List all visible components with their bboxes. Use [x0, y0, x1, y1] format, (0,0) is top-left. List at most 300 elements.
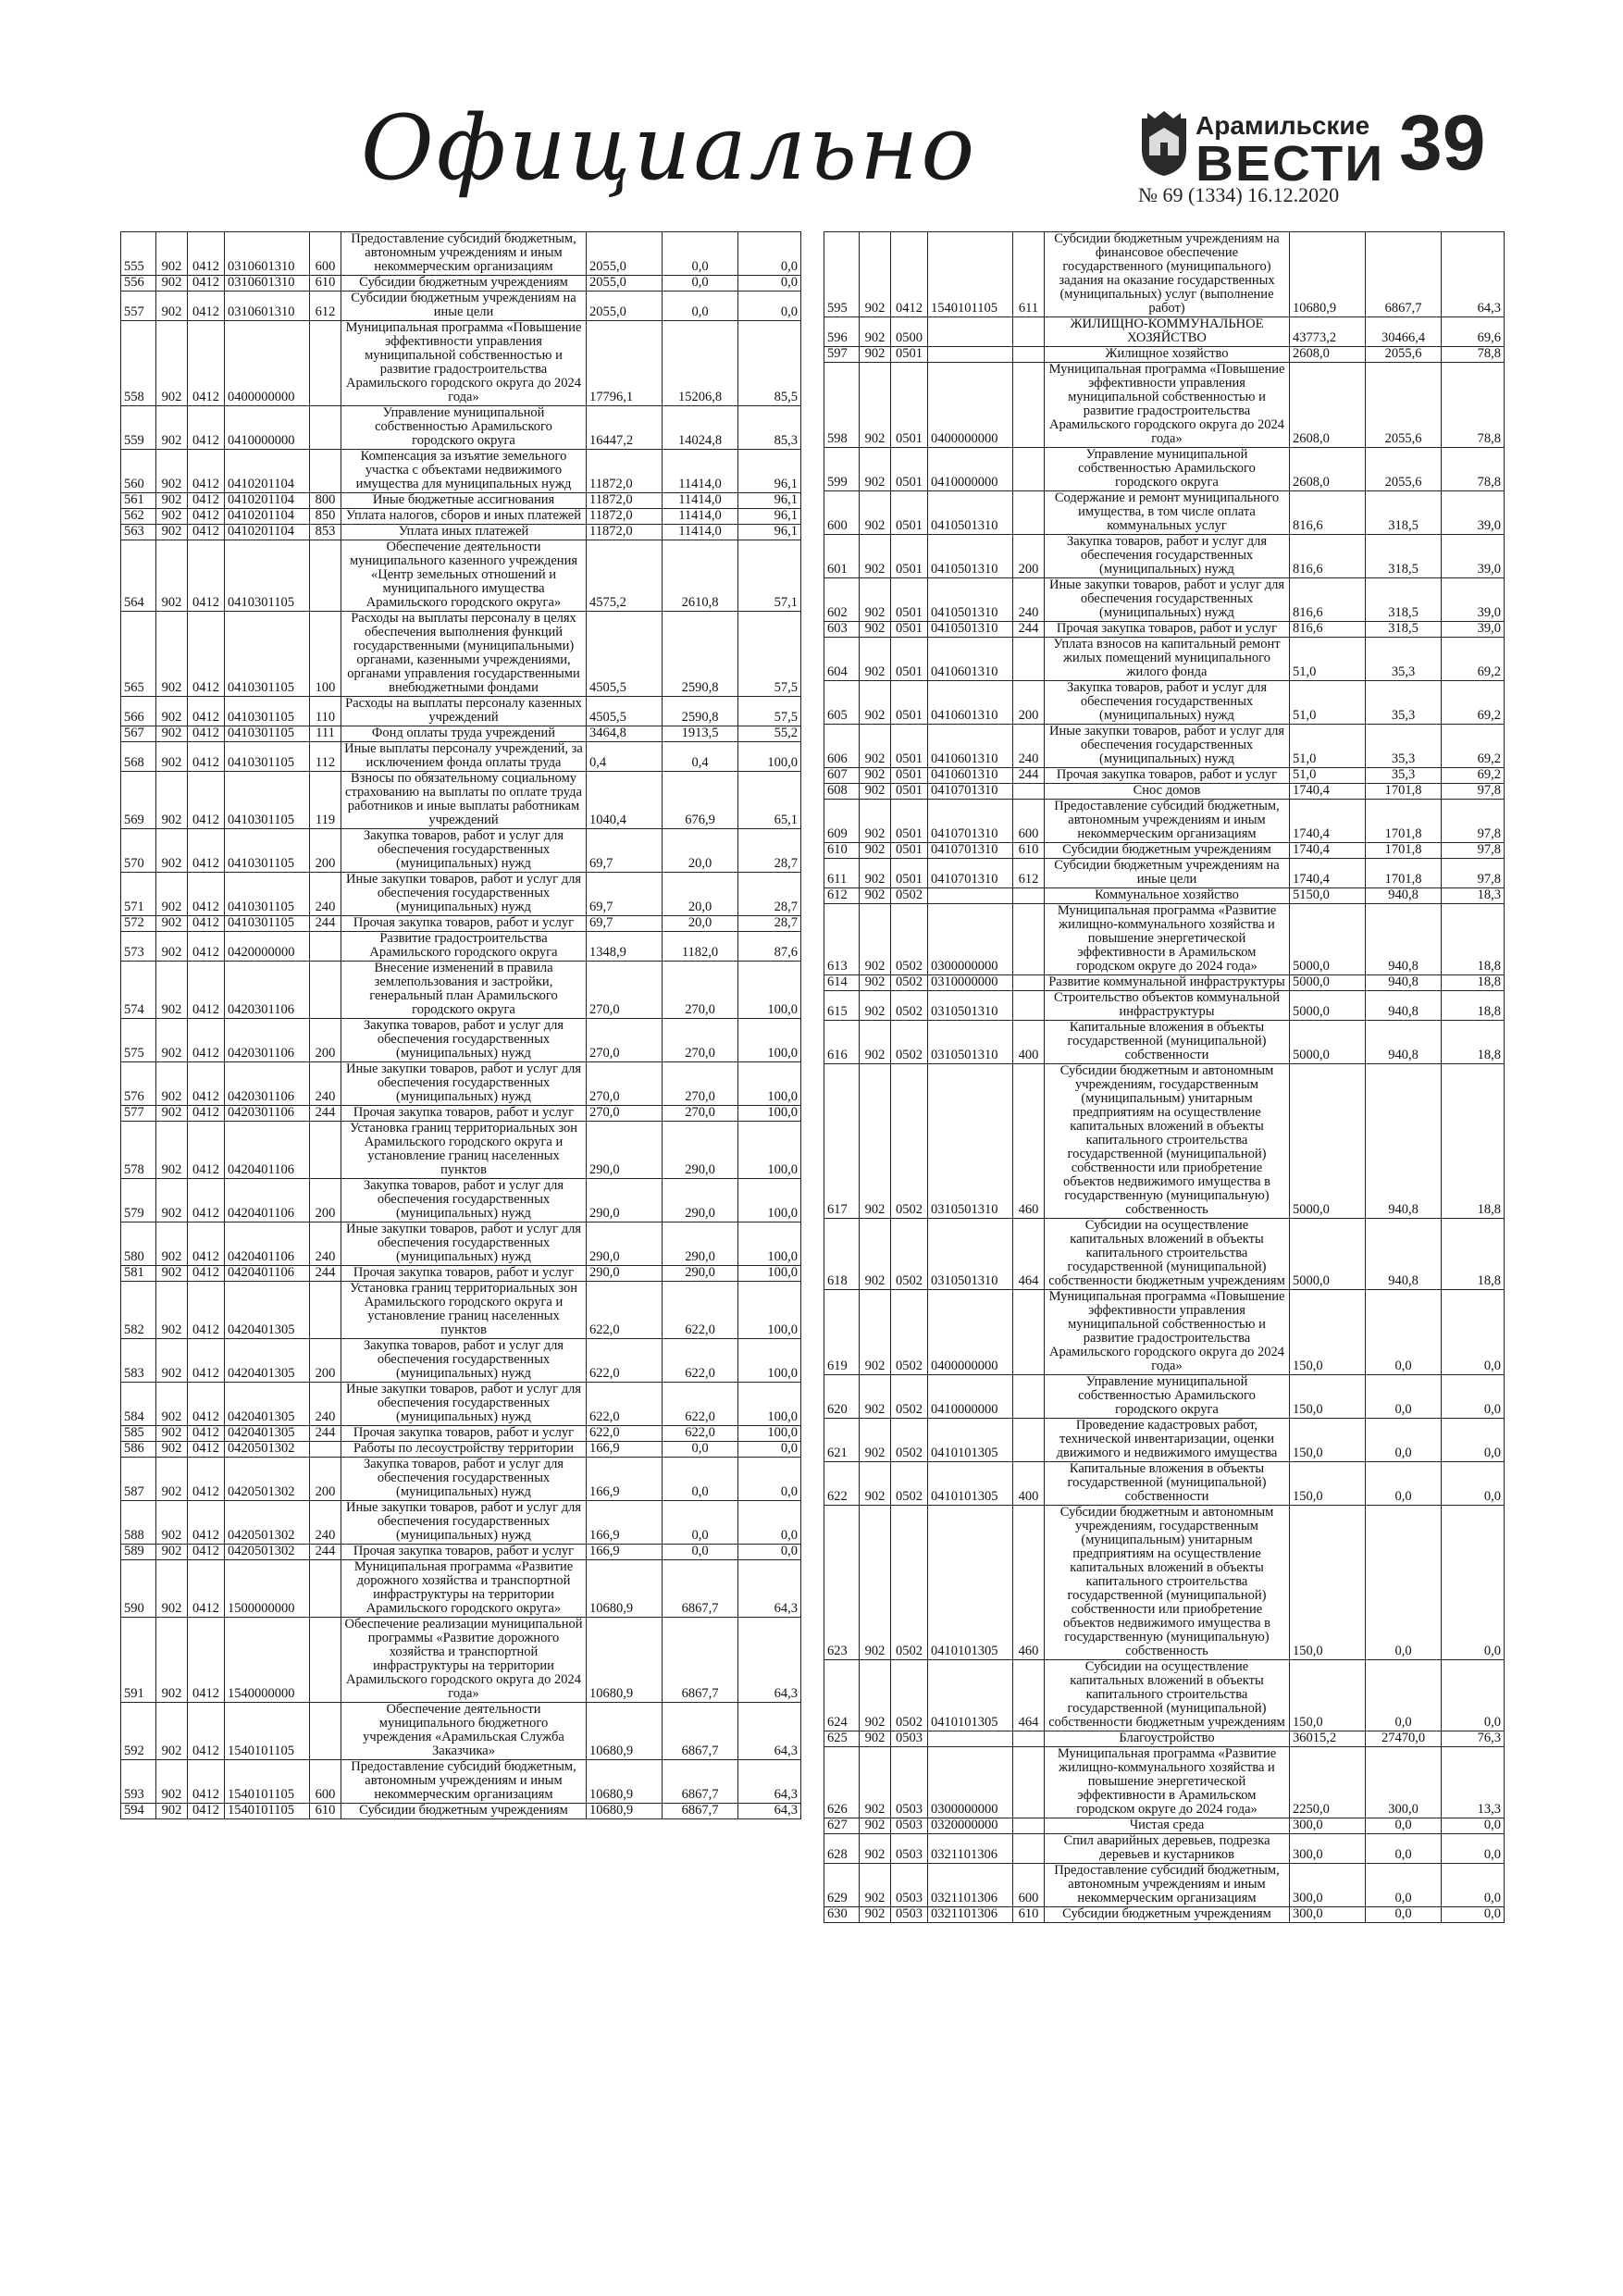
- expense-type-code: [1013, 1375, 1045, 1419]
- expense-name: Закупка товаров, работ и услуг для обеспечения государственных (муниципальных) нужд: [1045, 681, 1290, 725]
- expense-type-code: 240: [310, 1501, 341, 1545]
- actual-amount: 940,8: [1366, 975, 1442, 991]
- planned-amount: 5000,0: [1290, 1021, 1366, 1064]
- planned-amount: 2608,0: [1290, 448, 1366, 491]
- row-number: 595: [824, 232, 860, 317]
- execution-percent: 0,0: [1442, 1864, 1505, 1907]
- row-number: 611: [824, 859, 860, 888]
- row-number: 630: [824, 1907, 860, 1923]
- execution-percent: 0,0: [1442, 1660, 1505, 1731]
- table-row: [121, 292, 801, 321]
- budget-table-left: [120, 231, 801, 1819]
- actual-amount: 6867,7: [1366, 232, 1442, 317]
- section-code: 0502: [891, 1462, 928, 1506]
- ministry-code: 902: [156, 726, 188, 742]
- actual-amount: 318,5: [1366, 578, 1442, 622]
- table-row: [121, 962, 801, 1019]
- section-code: 0412: [188, 1179, 225, 1222]
- section-code: 0501: [891, 578, 928, 622]
- expense-name: Установка границ территориальных зон Арамильского городского округа и установление границ населенных пунктов: [341, 1282, 587, 1339]
- planned-amount: 10680,9: [587, 1804, 663, 1819]
- row-number: 586: [121, 1442, 156, 1458]
- expense-name: Муниципальная программа «Развитие жилищно-коммунального хозяйства и повышение энергетической эффективности в Арамильском городском округе до 2024 года»: [1045, 904, 1290, 975]
- section-code: 0412: [188, 1618, 225, 1703]
- execution-percent: 39,0: [1442, 491, 1505, 535]
- section-code: 0412: [188, 873, 225, 916]
- row-number: 557: [121, 292, 156, 321]
- table-row: [824, 578, 1505, 622]
- expense-name: Прочая закупка товаров, работ и услуг: [1045, 622, 1290, 638]
- ministry-code: 902: [860, 725, 891, 768]
- target-article-code: 0400000000: [928, 1290, 1013, 1375]
- row-number: 620: [824, 1375, 860, 1419]
- target-article-code: 0420301106: [225, 962, 310, 1019]
- actual-amount: 35,3: [1366, 681, 1442, 725]
- expense-name: Предоставление субсидий бюджетным, автономным учреждениям и иным некоммерческим организациям: [1045, 1864, 1290, 1907]
- row-number: 627: [824, 1818, 860, 1834]
- planned-amount: 51,0: [1290, 681, 1366, 725]
- planned-amount: 290,0: [587, 1122, 663, 1179]
- table-row: [121, 1545, 801, 1560]
- expense-name: Субсидии бюджетным учреждениям: [1045, 843, 1290, 859]
- ministry-code: 902: [860, 622, 891, 638]
- section-code: 0501: [891, 491, 928, 535]
- expense-type-code: [1013, 888, 1045, 904]
- row-number: 582: [121, 1282, 156, 1339]
- section-code: 0412: [188, 1062, 225, 1106]
- section-code: 0502: [891, 1506, 928, 1660]
- ministry-code: 902: [860, 638, 891, 681]
- ministry-code: 902: [156, 916, 188, 932]
- expense-name: Снос домов: [1045, 784, 1290, 800]
- right-column: [824, 231, 1504, 1923]
- expense-name: Субсидии бюджетным учреждениям на иные цели: [1045, 859, 1290, 888]
- expense-name: Иные закупки товаров, работ и услуг для обеспечения государственных (муниципальных) нужд: [1045, 578, 1290, 622]
- expense-type-code: 611: [1013, 232, 1045, 317]
- section-code: 0502: [891, 1021, 928, 1064]
- target-article-code: [928, 317, 1013, 347]
- expense-type-code: [1013, 448, 1045, 491]
- planned-amount: 5000,0: [1290, 991, 1366, 1021]
- expense-type-code: 610: [310, 1804, 341, 1819]
- expense-type-code: 464: [1013, 1660, 1045, 1731]
- table-row: [121, 697, 801, 726]
- expense-type-code: [310, 1122, 341, 1179]
- execution-percent: 18,8: [1442, 904, 1505, 975]
- row-number: 625: [824, 1731, 860, 1747]
- target-article-code: 0410301105: [225, 916, 310, 932]
- expense-name: Иные закупки товаров, работ и услуг для обеспечения государственных (муниципальных) нужд: [341, 1383, 587, 1426]
- execution-percent: 13,3: [1442, 1747, 1505, 1818]
- actual-amount: 270,0: [663, 1019, 738, 1062]
- ministry-code: 902: [156, 1703, 188, 1760]
- execution-percent: 78,8: [1442, 448, 1505, 491]
- expense-name: Спил аварийных деревьев, подрезка деревьев и кустарников: [1045, 1834, 1290, 1864]
- expense-name: Развитие коммунальной инфраструктуры: [1045, 975, 1290, 991]
- execution-percent: 85,5: [738, 321, 801, 406]
- expense-type-code: [1013, 1419, 1045, 1462]
- expense-name: Иные выплаты персоналу учреждений, за исключением фонда оплаты труда: [341, 742, 587, 772]
- row-number: 619: [824, 1290, 860, 1375]
- planned-amount: 816,6: [1290, 578, 1366, 622]
- planned-amount: 166,9: [587, 1545, 663, 1560]
- ministry-code: 902: [156, 493, 188, 509]
- row-number: 623: [824, 1506, 860, 1660]
- section-code: 0412: [188, 1383, 225, 1426]
- target-article-code: 0410301105: [225, 829, 310, 873]
- row-number: 601: [824, 535, 860, 578]
- execution-percent: 65,1: [738, 772, 801, 829]
- ministry-code: 902: [860, 491, 891, 535]
- expense-name: Муниципальная программа «Повышение эффективности управления муниципальной собственностью и развитие градостроительства Арамильского городского округа до 2024 года»: [341, 321, 587, 406]
- table-row: [824, 975, 1505, 991]
- section-code: 0501: [891, 859, 928, 888]
- row-number: 602: [824, 578, 860, 622]
- table-row: [121, 1426, 801, 1442]
- execution-percent: 64,3: [738, 1804, 801, 1819]
- planned-amount: 5000,0: [1290, 975, 1366, 991]
- ministry-code: 902: [860, 1506, 891, 1660]
- execution-percent: 100,0: [738, 1383, 801, 1426]
- target-article-code: 0410000000: [225, 406, 310, 450]
- expense-name: Иные закупки товаров, работ и услуг для обеспечения государственных (муниципальных) нужд: [1045, 725, 1290, 768]
- expense-type-code: [1013, 347, 1045, 363]
- planned-amount: 11872,0: [587, 493, 663, 509]
- expense-type-code: 244: [1013, 768, 1045, 784]
- expense-name: Муниципальная программа «Повышение эффективности управления муниципальной собственностью и развитие градостроительства Арамильского городского округа до 2024 года»: [1045, 363, 1290, 448]
- ministry-code: 902: [860, 363, 891, 448]
- ministry-code: 902: [156, 932, 188, 962]
- section-code: 0412: [188, 1339, 225, 1383]
- section-code: 0412: [188, 697, 225, 726]
- expense-name: Уплата иных платежей: [341, 525, 587, 540]
- ministry-code: 902: [156, 509, 188, 525]
- expense-type-code: [310, 321, 341, 406]
- planned-amount: 4505,5: [587, 697, 663, 726]
- expense-type-code: [310, 962, 341, 1019]
- table-row: [121, 932, 801, 962]
- planned-amount: 3464,8: [587, 726, 663, 742]
- expense-name: Чистая среда: [1045, 1818, 1290, 1834]
- ministry-code: 902: [156, 829, 188, 873]
- target-article-code: 0420501302: [225, 1442, 310, 1458]
- target-article-code: 0410000000: [928, 448, 1013, 491]
- table-row: [824, 638, 1505, 681]
- ministry-code: 902: [156, 1122, 188, 1179]
- execution-percent: 55,2: [738, 726, 801, 742]
- planned-amount: 150,0: [1290, 1506, 1366, 1660]
- target-article-code: 0410501310: [928, 491, 1013, 535]
- row-number: 593: [121, 1760, 156, 1804]
- target-article-code: 0410301105: [225, 697, 310, 726]
- ministry-code: 902: [156, 1062, 188, 1106]
- actual-amount: 940,8: [1366, 1021, 1442, 1064]
- target-article-code: 0310501310: [928, 1219, 1013, 1290]
- actual-amount: 11414,0: [663, 450, 738, 493]
- planned-amount: 1348,9: [587, 932, 663, 962]
- expense-name: Работы по лесоустройству территории: [341, 1442, 587, 1458]
- expense-name: Взносы по обязательному социальному страхованию на выплаты по оплате труда работников и иные выплаты работникам учреждений: [341, 772, 587, 829]
- table-row: [121, 1222, 801, 1266]
- actual-amount: 676,9: [663, 772, 738, 829]
- actual-amount: 30466,4: [1366, 317, 1442, 347]
- expense-name: Обеспечение реализации муниципальной программы «Развитие дорожного хозяйства и транспортной инфраструктуры на территории Арамильского городского округа до 2024 года»: [341, 1618, 587, 1703]
- table-row: [121, 916, 801, 932]
- table-row: [824, 1747, 1505, 1818]
- expense-name: Компенсация за изъятие земельного участка с объектами недвижимого имущества для муниципальных нужд: [341, 450, 587, 493]
- planned-amount: 2055,0: [587, 292, 663, 321]
- expense-name: Иные бюджетные ассигнования: [341, 493, 587, 509]
- row-number: 604: [824, 638, 860, 681]
- expense-name: Субсидии на осуществление капитальных вложений в объекты капитального строительства государственной (муниципальной) собственности бюджетным учреждениям: [1045, 1660, 1290, 1731]
- target-article-code: 0410101305: [928, 1419, 1013, 1462]
- table-row: [121, 873, 801, 916]
- section-code: 0412: [188, 525, 225, 540]
- table-row: [824, 317, 1505, 347]
- row-number: 585: [121, 1426, 156, 1442]
- expense-type-code: [310, 1282, 341, 1339]
- ministry-code: 902: [156, 1442, 188, 1458]
- planned-amount: 11872,0: [587, 509, 663, 525]
- actual-amount: 0,0: [1366, 1375, 1442, 1419]
- planned-amount: 816,6: [1290, 491, 1366, 535]
- expense-type-code: [1013, 904, 1045, 975]
- planned-amount: 1040,4: [587, 772, 663, 829]
- execution-percent: 64,3: [738, 1560, 801, 1618]
- expense-type-code: 240: [310, 1383, 341, 1426]
- ministry-code: 902: [860, 1660, 891, 1731]
- planned-amount: 69,7: [587, 873, 663, 916]
- execution-percent: 100,0: [738, 1426, 801, 1442]
- execution-percent: 85,3: [738, 406, 801, 450]
- ministry-code: 902: [156, 1019, 188, 1062]
- expense-type-code: 853: [310, 525, 341, 540]
- execution-percent: 96,1: [738, 509, 801, 525]
- planned-amount: 11872,0: [587, 450, 663, 493]
- actual-amount: 2055,6: [1366, 347, 1442, 363]
- table-row: [121, 1560, 801, 1618]
- ministry-code: 902: [156, 697, 188, 726]
- actual-amount: 20,0: [663, 873, 738, 916]
- section-code: 0412: [188, 772, 225, 829]
- row-number: 578: [121, 1122, 156, 1179]
- table-row: [121, 1266, 801, 1282]
- left-column: [120, 231, 800, 1819]
- table-row: [121, 1458, 801, 1501]
- section-code: 0501: [891, 347, 928, 363]
- execution-percent: 0,0: [738, 1442, 801, 1458]
- row-number: 609: [824, 800, 860, 843]
- row-number: 629: [824, 1864, 860, 1907]
- logo-top-text: Арамильские: [1196, 111, 1370, 140]
- planned-amount: 290,0: [587, 1266, 663, 1282]
- execution-percent: 100,0: [738, 1222, 801, 1266]
- ministry-code: 902: [156, 962, 188, 1019]
- actual-amount: 35,3: [1366, 725, 1442, 768]
- planned-amount: 69,7: [587, 916, 663, 932]
- ministry-code: 902: [860, 843, 891, 859]
- planned-amount: 5150,0: [1290, 888, 1366, 904]
- expense-type-code: 240: [310, 1062, 341, 1106]
- execution-percent: 18,8: [1442, 1064, 1505, 1219]
- ministry-code: 902: [156, 1426, 188, 1442]
- row-number: 559: [121, 406, 156, 450]
- expense-name: Управление муниципальной собственностью Арамильского городского округа: [341, 406, 587, 450]
- row-number: 572: [121, 916, 156, 932]
- ministry-code: 902: [156, 525, 188, 540]
- target-article-code: 0410701310: [928, 843, 1013, 859]
- planned-amount: 150,0: [1290, 1375, 1366, 1419]
- section-code: 0503: [891, 1731, 928, 1747]
- expense-name: ЖИЛИЩНО-КОММУНАЛЬНОЕ ХОЗЯЙСТВО: [1045, 317, 1290, 347]
- table-row: [121, 612, 801, 697]
- expense-name: Предоставление субсидий бюджетным, автономным учреждениям и иным некоммерческим организациям: [1045, 800, 1290, 843]
- table-row: [824, 904, 1505, 975]
- row-number: 622: [824, 1462, 860, 1506]
- target-article-code: 1540101105: [225, 1703, 310, 1760]
- row-number: 587: [121, 1458, 156, 1501]
- expense-name: Проведение кадастровых работ, технической инвентаризации, оценки движимого и недвижимого имущества: [1045, 1419, 1290, 1462]
- execution-percent: 0,0: [1442, 1834, 1505, 1864]
- section-code: 0502: [891, 1660, 928, 1731]
- actual-amount: 15206,8: [663, 321, 738, 406]
- section-code: 0412: [188, 726, 225, 742]
- actual-amount: 14024,8: [663, 406, 738, 450]
- section-code: 0412: [188, 1560, 225, 1618]
- execution-percent: 69,2: [1442, 768, 1505, 784]
- expense-type-code: [1013, 491, 1045, 535]
- target-article-code: 0320000000: [928, 1818, 1013, 1834]
- row-number: 555: [121, 232, 156, 276]
- expense-type-code: [1013, 1818, 1045, 1834]
- execution-percent: 64,3: [1442, 232, 1505, 317]
- execution-percent: 96,1: [738, 493, 801, 509]
- row-number: 558: [121, 321, 156, 406]
- actual-amount: 0,0: [1366, 1834, 1442, 1864]
- expense-name: Закупка товаров, работ и услуг для обеспечения государственных (муниципальных) нужд: [341, 1179, 587, 1222]
- actual-amount: 622,0: [663, 1426, 738, 1442]
- expense-type-code: 800: [310, 493, 341, 509]
- section-code: 0412: [188, 1804, 225, 1819]
- expense-type-code: 240: [310, 1222, 341, 1266]
- row-number: 568: [121, 742, 156, 772]
- section-code: 0502: [891, 904, 928, 975]
- section-code: 0501: [891, 800, 928, 843]
- expense-name: Иные закупки товаров, работ и услуг для обеспечения государственных (муниципальных) нужд: [341, 1501, 587, 1545]
- planned-amount: 270,0: [587, 1062, 663, 1106]
- expense-type-code: 612: [310, 292, 341, 321]
- actual-amount: 11414,0: [663, 509, 738, 525]
- table-row: [121, 509, 801, 525]
- table-row: [121, 1442, 801, 1458]
- expense-type-code: 240: [1013, 578, 1045, 622]
- row-number: 626: [824, 1747, 860, 1818]
- ministry-code: 902: [860, 1864, 891, 1907]
- expense-type-code: [1013, 363, 1045, 448]
- section-code: 0412: [188, 509, 225, 525]
- ministry-code: 902: [156, 450, 188, 493]
- expense-name: Закупка товаров, работ и услуг для обеспечения государственных (муниципальных) нужд: [341, 829, 587, 873]
- execution-percent: 97,8: [1442, 843, 1505, 859]
- row-number: 575: [121, 1019, 156, 1062]
- expense-type-code: [310, 450, 341, 493]
- execution-percent: 78,8: [1442, 363, 1505, 448]
- table-row: [121, 1106, 801, 1122]
- target-article-code: 0410201104: [225, 525, 310, 540]
- table-row: [824, 1219, 1505, 1290]
- planned-amount: 1740,4: [1290, 784, 1366, 800]
- actual-amount: 0,0: [663, 1458, 738, 1501]
- section-code: 0502: [891, 1064, 928, 1219]
- ministry-code: 902: [156, 276, 188, 292]
- section-code: 0501: [891, 768, 928, 784]
- expense-name: Содержание и ремонт муниципального имущества, в том числе оплата коммунальных услуг: [1045, 491, 1290, 535]
- table-row: [824, 800, 1505, 843]
- target-article-code: 1540000000: [225, 1618, 310, 1703]
- expense-type-code: 244: [310, 1266, 341, 1282]
- target-article-code: 0300000000: [928, 904, 1013, 975]
- planned-amount: 10680,9: [587, 1760, 663, 1804]
- ministry-code: 902: [860, 991, 891, 1021]
- target-article-code: 0410000000: [928, 1375, 1013, 1419]
- expense-type-code: 100: [310, 612, 341, 697]
- table-row: [121, 772, 801, 829]
- execution-percent: 0,0: [1442, 1506, 1505, 1660]
- row-number: 589: [121, 1545, 156, 1560]
- table-row: [121, 493, 801, 509]
- expense-name: Внесение изменений в правила землепользования и застройки, генеральный план Арамильского городского округа: [341, 962, 587, 1019]
- expense-type-code: 244: [310, 916, 341, 932]
- table-row: [824, 991, 1505, 1021]
- section-code: 0501: [891, 784, 928, 800]
- expense-name: Обеспечение деятельности муниципального казенного учреждения «Центр земельных отношений и муниципального имущества Арамильского городского округа»: [341, 540, 587, 612]
- expense-type-code: 111: [310, 726, 341, 742]
- ministry-code: 902: [860, 800, 891, 843]
- section-code: 0412: [188, 232, 225, 276]
- planned-amount: 2055,0: [587, 276, 663, 292]
- execution-percent: 100,0: [738, 1122, 801, 1179]
- row-number: 615: [824, 991, 860, 1021]
- actual-amount: 0,0: [1366, 1660, 1442, 1731]
- expense-name: Субсидии бюджетным учреждениям: [1045, 1907, 1290, 1923]
- table-row: [824, 843, 1505, 859]
- row-number: 592: [121, 1703, 156, 1760]
- execution-percent: 76,3: [1442, 1731, 1505, 1747]
- section-code: 0412: [188, 1545, 225, 1560]
- target-article-code: 0310501310: [928, 1064, 1013, 1219]
- target-article-code: 0410601310: [928, 768, 1013, 784]
- expense-name: Иные закупки товаров, работ и услуг для обеспечения государственных (муниципальных) нужд: [341, 873, 587, 916]
- ministry-code: 902: [156, 1545, 188, 1560]
- execution-percent: 69,2: [1442, 725, 1505, 768]
- expense-name: Предоставление субсидий бюджетным, автономным учреждениям и иным некоммерческим организациям: [341, 1760, 587, 1804]
- ministry-code: 902: [860, 681, 891, 725]
- table-row: [121, 232, 801, 276]
- planned-amount: 4505,5: [587, 612, 663, 697]
- city-crest-icon: [1138, 109, 1190, 178]
- execution-percent: 0,0: [738, 1458, 801, 1501]
- planned-amount: 5000,0: [1290, 1064, 1366, 1219]
- ministry-code: 902: [156, 540, 188, 612]
- section-code: 0412: [188, 1458, 225, 1501]
- section-code: 0412: [188, 321, 225, 406]
- ministry-code: 902: [156, 292, 188, 321]
- section-code: 0412: [188, 1122, 225, 1179]
- expense-name: Субсидии бюджетным учреждениям: [341, 1804, 587, 1819]
- section-code: 0412: [188, 406, 225, 450]
- ministry-code: 902: [860, 1747, 891, 1818]
- execution-percent: 100,0: [738, 1282, 801, 1339]
